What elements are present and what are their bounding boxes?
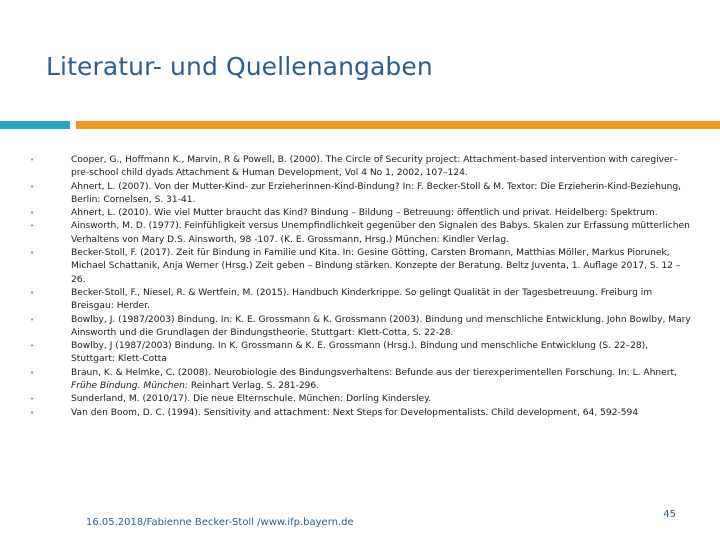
reference-text: Ahnert, L. (2010). Wie viel Mutter braucht das Kind? Bindung – Bildung – Betreuung: öffentlich und privat. Heidelberg: Spektrum. xyxy=(71,208,658,219)
bullet-icon: • xyxy=(30,182,35,191)
bullet-icon: • xyxy=(30,342,35,351)
reference-item xyxy=(30,314,692,341)
slide-title: Literatur- und Quellenangaben xyxy=(46,52,433,81)
accent-bar-blue xyxy=(0,121,70,129)
reference-text-end: Reinhart Verlag. S. 281-296. xyxy=(187,381,320,392)
footer-text: 16.05.2018/Fabienne Becker-Stoll /www.ifp.bayern.de xyxy=(86,517,354,528)
reference-text: Cooper, G., Hoffmann K., Marvin, R & Powell, B. (2000). The Circle of Security project: Attachment-based intervention with caregiver–pre-school child dyads Attachment & Human Development, Vol 4 No 1, 2002, 107–124. xyxy=(71,155,678,179)
bullet-icon: • xyxy=(30,288,35,297)
accent-bar-orange xyxy=(76,121,720,129)
reference-item xyxy=(30,367,692,394)
bullet-icon: • xyxy=(30,209,35,218)
reference-list xyxy=(30,154,692,420)
reference-item xyxy=(30,407,692,420)
reference-item xyxy=(30,247,692,287)
reference-item xyxy=(30,154,692,181)
reference-item xyxy=(30,207,692,220)
reference-text: Becker-Stoll, F. (2017). Zeit für Bindung in Familie und Kita. In: Gesine Götting, Carsten Bromann, Matthias Möller, Markus Piorunek, Michael Schattanik, Anja Werner (Hrsg.) Zeit geben – Bindung stärken. Konzepte der Beratung. Beltz Juventa, 1. Auflage 2017, S. 12 – 26. xyxy=(71,248,681,285)
reference-text: Ahnert, L. (2007). Von der Mutter-Kind- zur Erzieherinnen-Kind-Bindung? In: F. Becker-Stoll & M. Textor: Die Erzieherin-Kind-Beziehung, Berlin: Cornelsen, S. 31-41. xyxy=(71,181,682,205)
reference-item xyxy=(30,181,692,208)
reference-item xyxy=(30,287,692,314)
reference-text-start: Braun, K. & Helmke, C. (2008). Neurobiologie des Bindungsverhaltens: Befunde aus der tierexperimentellen Forschung. In: L. Ahnert, xyxy=(71,367,677,378)
reference-text: Van den Boom, D. C. (1994). Sensitivity and attachment: Next Steps for Developmentalists. Child development, 64, 592-594 xyxy=(71,407,639,418)
reference-italic-title: Frühe Bindung. München: xyxy=(71,381,188,392)
bullet-icon: • xyxy=(30,156,35,164)
reference-text: Ainsworth, M. D. (1977). Feinfühligkeit versus Unempfindlichkeit gegenüber den Signalen des Babys. Skalen zur Erfassung mütterlichen Verhaltens von Mary D.S. Ainsworth, 98 -107. (K. E. Grossmann, Hrsg.) München: Kindler Verlag. xyxy=(71,221,690,245)
reference-item xyxy=(30,393,692,406)
bullet-icon: • xyxy=(30,249,35,258)
reference-item xyxy=(30,220,692,247)
bullet-icon: • xyxy=(30,315,35,324)
page-number: 45 xyxy=(663,509,676,520)
bullet-icon: • xyxy=(30,368,35,377)
bullet-icon: • xyxy=(30,395,35,404)
bullet-icon: • xyxy=(30,408,35,417)
reference-text: Bowlby, J (1987/2003) Bindung. In K. Grossmann & K. E. Grossmann (Hrsg.). Bindung und menschliche Entwicklung (S. 22–28), Stuttgart: Klett-Cotta xyxy=(71,341,649,365)
reference-text: Becker-Stoll, F., Niesel, R. & Wertfein, M. (2015). Handbuch Kinderkrippe. So gelingt Qualität in der Tagesbetreuung. Freiburg im Breisgau: Herder. xyxy=(71,287,653,312)
bullet-icon: • xyxy=(30,222,35,231)
reference-item xyxy=(30,340,692,367)
reference-text: Bowlby, J. (1987/2003) Bindung. In: K. E. Grossmann & K. Grossmann (2003). Bindung und menschliche Entwicklung. John Bowlby, Mary Ainsworth und die Grundlagen der Bindungstheorie. Stuttgart: Klett-Cotta, S. 22-28. xyxy=(71,314,691,338)
reference-text: Sunderland, M. (2010/17). Die neue Elternschule. München: Dorling Kindersley. xyxy=(71,394,432,405)
